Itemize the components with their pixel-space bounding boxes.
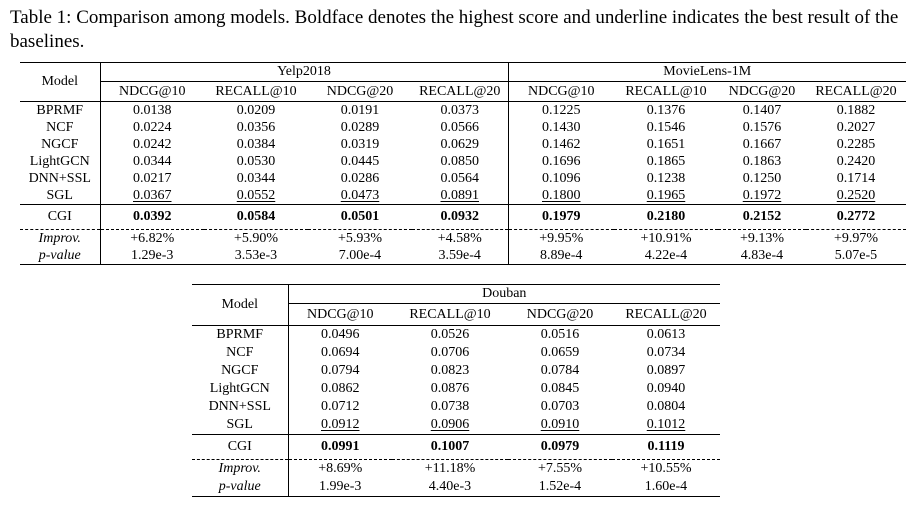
model-name: SGL xyxy=(46,188,73,203)
best-score: 0.1007 xyxy=(392,435,508,460)
score-cell: 0.0703 xyxy=(540,399,580,414)
score-cell: 0.2420 xyxy=(836,154,876,169)
best-score: 0.0932 xyxy=(412,205,508,230)
best-score: 0.0501 xyxy=(308,205,412,230)
score-cell: 0.0319 xyxy=(340,137,380,152)
score-cell: 0.0897 xyxy=(646,363,686,378)
results-table-yelp-movielens xyxy=(20,62,906,265)
model-name: CGI xyxy=(192,435,288,460)
score-cell: 0.1376 xyxy=(614,102,718,120)
best-baseline-score: 0.0891 xyxy=(440,188,479,203)
score-cell: 0.0613 xyxy=(612,326,720,345)
score-cell: 0.1576 xyxy=(742,120,782,135)
model-name: SGL xyxy=(226,417,253,432)
score-cell: 0.0344 xyxy=(100,153,204,170)
score-cell: 0.1225 xyxy=(508,102,614,120)
group-header-douban: Douban xyxy=(288,285,720,304)
score-cell: 0.0738 xyxy=(430,399,470,414)
best-baseline-score: 0.1965 xyxy=(646,188,686,203)
best-score: 0.0392 xyxy=(100,205,204,230)
score-cell: 0.1714 xyxy=(836,171,876,186)
improvement-value: +9.97% xyxy=(806,230,906,248)
model-name: NGCF xyxy=(221,363,259,378)
p-value: 4.22e-4 xyxy=(644,248,688,263)
score-cell: 0.0694 xyxy=(288,344,392,362)
improvement-value: +4.58% xyxy=(412,230,508,248)
model-name: DNN+SSL xyxy=(208,399,271,414)
model-name: LightGCN xyxy=(209,381,270,396)
score-cell: 0.0530 xyxy=(236,154,276,169)
score-cell: 0.0784 xyxy=(540,363,580,378)
model-name: DNN+SSL xyxy=(28,171,91,186)
score-cell: 0.1238 xyxy=(646,171,686,186)
model-name: NCF xyxy=(46,120,74,135)
score-cell: 0.1462 xyxy=(508,136,614,153)
score-cell: 0.0209 xyxy=(204,102,308,120)
score-cell: 0.2027 xyxy=(836,120,876,135)
score-cell: 0.0356 xyxy=(236,120,276,135)
table-row xyxy=(192,326,720,345)
p-value: 5.07e-5 xyxy=(834,248,878,263)
best-score: 0.2772 xyxy=(806,205,906,230)
best-baseline-score: 0.2520 xyxy=(836,188,876,203)
p-value: 1.60e-4 xyxy=(644,479,688,494)
score-cell: 0.1865 xyxy=(646,154,686,169)
score-cell: 0.0445 xyxy=(340,154,380,169)
p-value: 3.53e-3 xyxy=(234,248,278,263)
score-cell: 0.0242 xyxy=(100,136,204,153)
improvement-value: +5.93% xyxy=(308,230,412,248)
model-header: Model xyxy=(221,297,259,312)
score-cell: 0.0794 xyxy=(288,362,392,380)
cgi-row xyxy=(20,205,906,230)
pvalue-label: p-value xyxy=(218,479,261,494)
table-row xyxy=(20,153,906,170)
score-cell: 0.0564 xyxy=(440,171,479,186)
score-cell: 0.1407 xyxy=(718,102,806,120)
metric-header: NDCG@20 xyxy=(728,84,796,99)
table-row xyxy=(20,102,906,120)
score-cell: 0.0940 xyxy=(646,381,686,396)
improvement-value: +7.55% xyxy=(508,460,612,479)
score-cell: 0.1546 xyxy=(646,120,686,135)
score-cell: 0.1250 xyxy=(742,171,782,186)
table-row xyxy=(192,380,720,398)
table-row xyxy=(192,398,720,416)
table-row xyxy=(192,416,720,435)
score-cell: 0.0496 xyxy=(288,326,392,345)
model-name: BPRMF xyxy=(192,326,288,345)
score-cell: 0.0289 xyxy=(340,120,380,135)
best-baseline-score: 0.1012 xyxy=(646,417,686,432)
best-score: 0.0584 xyxy=(204,205,308,230)
model-name: LightGCN xyxy=(29,154,90,169)
improvement-value: +8.69% xyxy=(288,460,392,479)
improv-row xyxy=(20,230,906,248)
best-score: 0.1119 xyxy=(612,435,720,460)
score-cell: 0.0804 xyxy=(646,399,686,414)
score-cell: 0.0629 xyxy=(440,137,479,152)
improvement-value: +11.18% xyxy=(392,460,508,479)
best-baseline-score: 0.0473 xyxy=(340,188,380,203)
table-row xyxy=(20,136,906,153)
best-score: 0.0991 xyxy=(288,435,392,460)
p-value: 8.89e-4 xyxy=(508,247,614,265)
score-cell: 0.1430 xyxy=(508,119,614,136)
best-score: 0.1979 xyxy=(508,205,614,230)
cgi-row xyxy=(192,435,720,460)
best-baseline-score: 0.0910 xyxy=(540,417,580,432)
model-name: NCF xyxy=(226,345,254,360)
table-row xyxy=(192,362,720,380)
best-baseline-score: 0.1800 xyxy=(508,187,614,205)
metric-header: NDCG@10 xyxy=(288,304,392,326)
improv-label: Improv. xyxy=(20,230,100,248)
score-cell: 0.0845 xyxy=(540,381,580,396)
score-cell: 0.0224 xyxy=(100,119,204,136)
score-cell: 0.0823 xyxy=(430,363,470,378)
p-value: 4.83e-4 xyxy=(740,248,784,263)
metric-header: RECALL@20 xyxy=(625,307,707,322)
p-value: 1.52e-4 xyxy=(538,479,582,494)
model-name: BPRMF xyxy=(20,102,100,120)
score-cell: 0.0712 xyxy=(288,398,392,416)
table-row xyxy=(192,344,720,362)
p-value: 4.40e-3 xyxy=(428,479,472,494)
improv-row xyxy=(192,460,720,479)
score-cell: 0.1651 xyxy=(646,137,686,152)
improvement-value: +5.90% xyxy=(204,230,308,248)
improvement-value: +10.91% xyxy=(614,230,718,248)
metric-header: NDCG@20 xyxy=(526,307,594,322)
table-row xyxy=(20,119,906,136)
score-cell: 0.0566 xyxy=(440,120,479,135)
score-cell: 0.1667 xyxy=(742,137,782,152)
model-name: NGCF xyxy=(41,137,79,152)
table-row xyxy=(20,170,906,187)
best-baseline-score: 0.1972 xyxy=(742,188,782,203)
improvement-value: +9.95% xyxy=(508,230,614,248)
score-cell: 0.2285 xyxy=(836,137,876,152)
group-header-movielens: MovieLens-1M xyxy=(508,63,906,82)
improv-label: Improv. xyxy=(192,460,288,479)
improvement-value: +6.82% xyxy=(100,230,204,248)
score-cell: 0.1863 xyxy=(742,154,782,169)
metric-header: NDCG@20 xyxy=(326,84,394,99)
metric-header: RECALL@10 xyxy=(625,84,707,99)
p-value: 3.59e-4 xyxy=(438,248,481,263)
model-header: Model xyxy=(41,74,79,89)
model-name: CGI xyxy=(20,205,100,230)
score-cell: 0.0344 xyxy=(236,171,276,186)
best-score: 0.2152 xyxy=(718,205,806,230)
metric-header: RECALL@10 xyxy=(409,307,491,322)
metric-header: RECALL@10 xyxy=(215,84,297,99)
score-cell: 0.0286 xyxy=(340,171,380,186)
group-header-yelp2018: Yelp2018 xyxy=(100,63,508,82)
results-table-douban xyxy=(192,284,720,497)
improvement-value: +10.55% xyxy=(612,460,720,479)
metric-header: NDCG@10 xyxy=(100,82,204,102)
score-cell: 0.1096 xyxy=(508,170,614,187)
score-cell: 0.0876 xyxy=(430,381,470,396)
best-baseline-score: 0.0552 xyxy=(236,188,276,203)
score-cell: 0.0706 xyxy=(430,345,470,360)
metric-header: RECALL@20 xyxy=(815,84,897,99)
metric-header: NDCG@10 xyxy=(508,82,614,102)
p-value: 1.29e-3 xyxy=(100,247,204,265)
score-cell: 0.0526 xyxy=(392,326,508,345)
metric-header: RECALL@20 xyxy=(419,84,501,99)
table-caption: Table 1: Comparison among models. Boldface denotes the highest score and underline indicates the best result of the baselines. xyxy=(10,7,899,52)
score-cell: 0.0191 xyxy=(308,102,412,120)
best-baseline-score: 0.0906 xyxy=(430,417,470,432)
score-cell: 0.1882 xyxy=(806,102,906,120)
score-cell: 0.0373 xyxy=(412,102,508,120)
table-row xyxy=(20,187,906,205)
pvalue-row xyxy=(192,478,720,497)
p-value: 7.00e-4 xyxy=(338,248,382,263)
best-baseline-score: 0.0912 xyxy=(288,416,392,435)
score-cell: 0.1696 xyxy=(508,153,614,170)
score-cell: 0.0862 xyxy=(288,380,392,398)
score-cell: 0.0734 xyxy=(646,345,686,360)
pvalue-label: p-value xyxy=(38,248,81,263)
best-score: 0.2180 xyxy=(614,205,718,230)
p-value: 1.99e-3 xyxy=(288,478,392,497)
improvement-value: +9.13% xyxy=(718,230,806,248)
score-cell: 0.0516 xyxy=(508,326,612,345)
score-cell: 0.0217 xyxy=(100,170,204,187)
score-cell: 0.0850 xyxy=(440,154,479,169)
best-baseline-score: 0.0367 xyxy=(100,187,204,205)
score-cell: 0.0659 xyxy=(540,345,580,360)
best-score: 0.0979 xyxy=(508,435,612,460)
pvalue-row xyxy=(20,247,906,265)
score-cell: 0.0138 xyxy=(100,102,204,120)
score-cell: 0.0384 xyxy=(236,137,276,152)
